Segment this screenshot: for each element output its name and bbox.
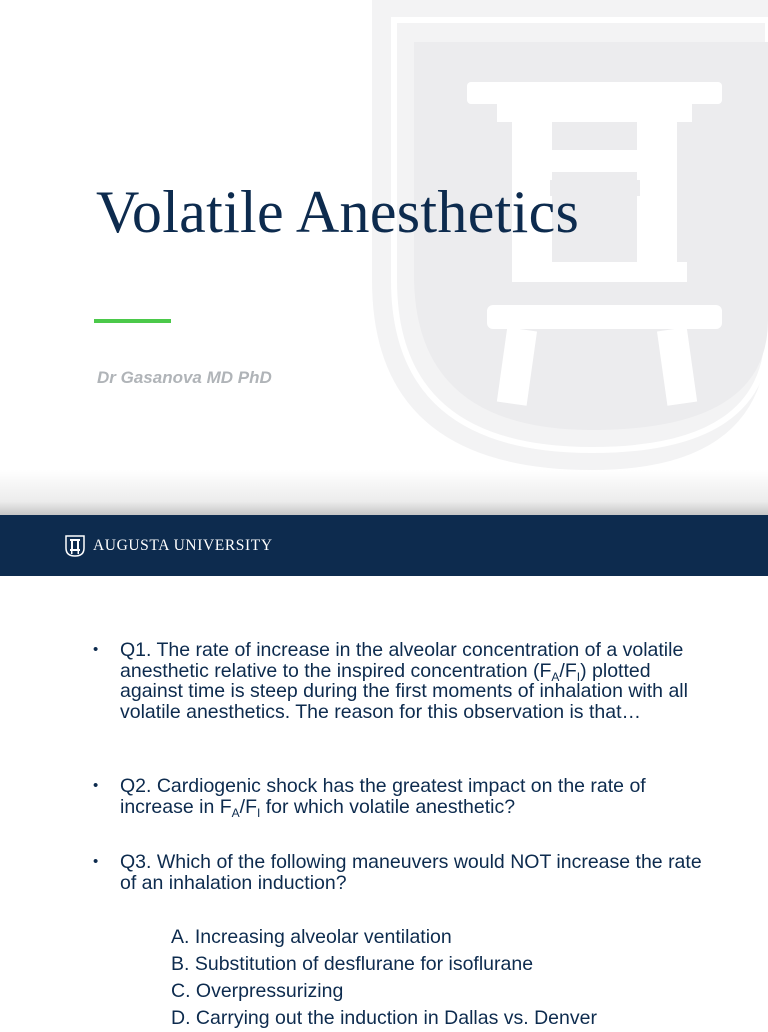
author-name: Dr Gasanova MD PhD — [97, 368, 272, 387]
option-a: A. Increasing alveolar ventilation — [171, 926, 452, 948]
title-slide — [0, 0, 768, 515]
title-slide-shadow — [0, 470, 768, 515]
q2-sub-a: A — [231, 805, 240, 820]
option-d: D. Carrying out the induction in Dallas vs. Denver — [171, 1007, 597, 1029]
slide-title: Volatile Anesthetics — [96, 179, 580, 245]
q1-outro: ) plotted against time is steep during the first moments of inhalation with all volatile anesthetics. The reason for this observation is that… — [120, 659, 688, 723]
q3-text: Q3. Which of the following maneuvers would NOT increase the rate of an inhalation induction? — [120, 851, 702, 894]
university-brand-text: AUGUSTA UNIVERSITY — [93, 537, 273, 554]
question-2 — [93, 775, 710, 820]
q1-intro: Q1. The rate of increase in the alveolar concentration of a volatile anesthetic relative to the inspired concentration (F — [120, 639, 684, 682]
bullet: • — [93, 853, 99, 870]
q2-intro: Q2. Cardiogenic shock has the greatest impact on the rate of increase in F — [120, 775, 646, 818]
bullet: • — [93, 777, 99, 794]
question-3 — [93, 851, 710, 894]
q1-sub-a: A — [551, 669, 560, 684]
questions-slide — [0, 576, 768, 1029]
option-b: B. Substitution of desflurane for isoflurane — [171, 953, 534, 975]
option-c: C. Overpressurizing — [171, 980, 344, 1002]
q1-sub-i: I — [576, 669, 581, 684]
q2-outro: for which volatile anesthetic? — [260, 795, 516, 818]
question-1 — [93, 639, 710, 723]
bullet: • — [93, 641, 99, 658]
augusta-shield-icon — [65, 535, 85, 557]
q2-sub-i: I — [257, 805, 261, 820]
q1-slash: /F — [559, 659, 577, 682]
q2-slash: /F — [239, 795, 257, 818]
title-accent-line — [94, 319, 171, 323]
q3-options — [171, 924, 597, 1032]
